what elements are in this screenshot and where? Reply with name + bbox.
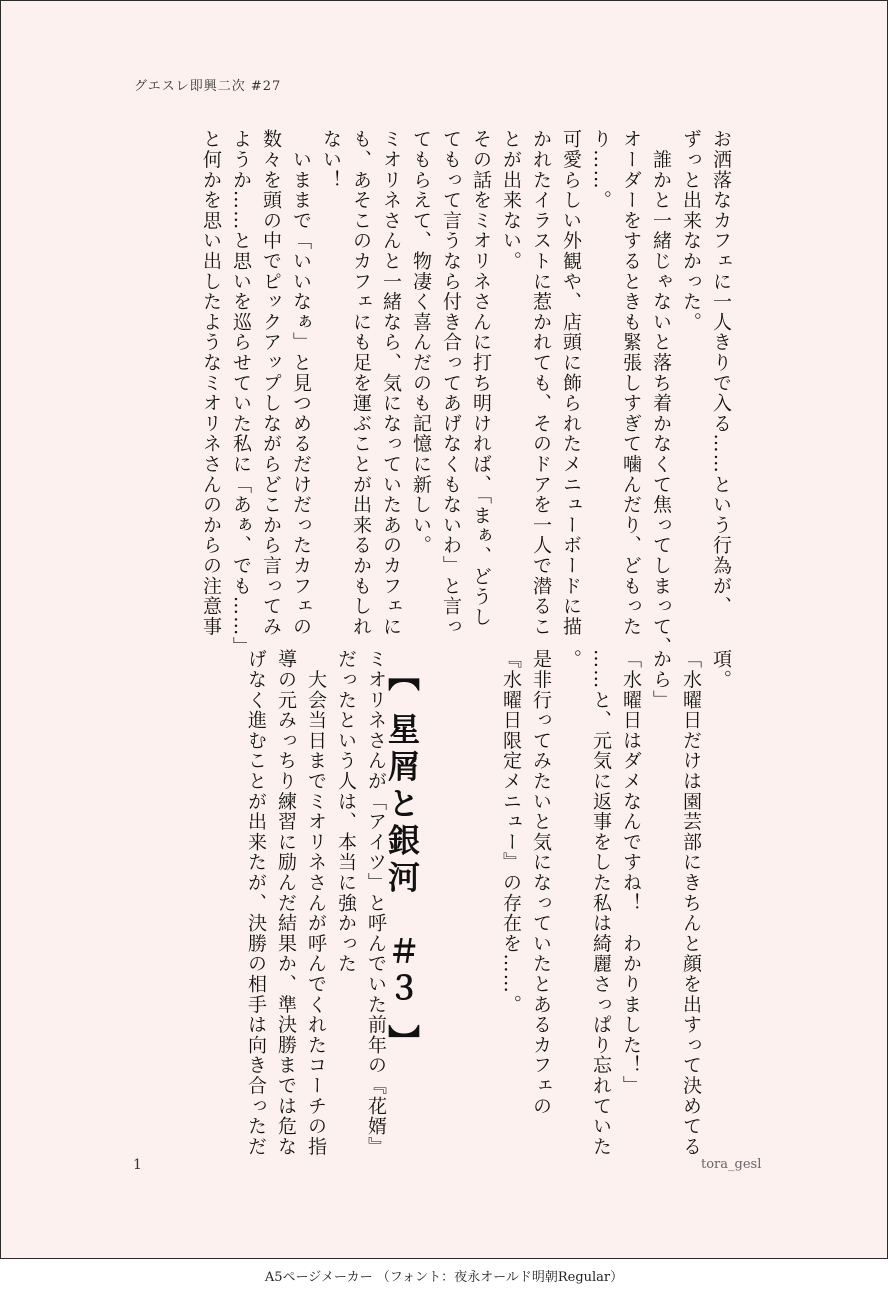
author-name: tora_gesl	[701, 1157, 762, 1172]
body-text-top: お洒落なカフェに一人きりで入る……という行為が、 ずっと出来なかった。 誰かと一緒じゃないと落ち着かなくて焦ってしまって、 オーダーをするときも緊張しすぎて噛んだり、どもった り……。 可愛らしい外観や、店頭に飾られたメニューボードに描 かれたイラストに惹かれても、そのドアを一人で潜るこ とが出来ない。 その話をミオリネさんに打ち明ければ、「まぁ、どうし てもって言うなら付き合ってあげなくもないわ」と言っ てもらえて、物凄く喜んだのも記憶に新しい。 ミオリネさんと一緒なら、気になっていたあのカフェに も、あそこのカフェにも足を運ぶことが出来るかもしれ ない！ いままで「いいなぁ」と見つめるだけだったカフェの 数々を頭の中でピックアップしながらどこから言ってみ ようか……と思いを巡らせていた私に「あぁ、でも……」 と何かを思い出したようなミオリネさんのからの注意事	[200, 129, 732, 657]
body-text-bottom-left: ミオリネさんが「アイツ」と呼んでいた前年の『花婿』 だったという人は、本当に強かった 大会当日までミオリネさんが呼んでくれたコーチの指 導の元みっちり練習に励んだ結果か、準決勝までは危な げなく進むことが出来たが、決勝の相手は向き合っただ	[245, 649, 387, 1157]
page-number: 1	[133, 1157, 142, 1173]
footer-caption: A5ページメーカー （フォント：夜永オールド明朝Regular）	[264, 1270, 624, 1285]
chapter-title: 【 星屑と銀河 ＃３ 】	[383, 659, 421, 1062]
body-text-bottom-right: 項。 「水曜日だけは園芸部にきちんと顔を出すって決めてる から」 「水曜日はダメなんですね！ わかりました！」 ……と、元気に返事をした私は綺麗さっぱり忘れていた 。 是非行ってみたいと気になっていたとあるカフェの 『水曜日限定メニュー』の存在を……。	[500, 649, 732, 1157]
running-title: グエスレ即興二次 #27	[134, 79, 282, 94]
